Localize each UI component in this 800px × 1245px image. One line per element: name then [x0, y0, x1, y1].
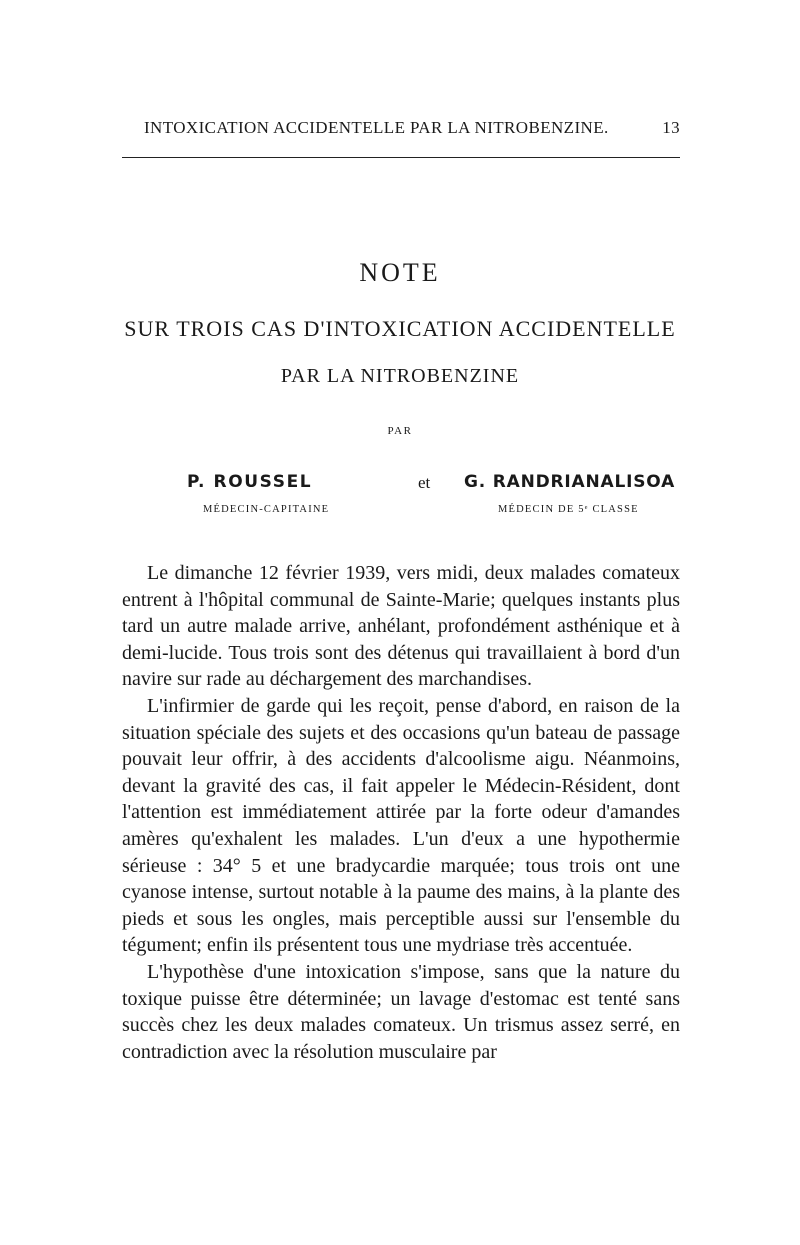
article-subtitle-line1: SUR TROIS CAS D'INTOXICATION ACCIDENTELLE — [124, 316, 676, 341]
running-head-title: INTOXICATION ACCIDENTELLE PAR LA NITROBENZINE. — [144, 118, 609, 137]
page-number: 13 — [662, 118, 680, 137]
author-rank-2: MÉDECIN DE 5ᵉ CLASSE — [498, 504, 639, 515]
article-subtitle-line2: PAR LA NITROBENZINE — [280, 365, 520, 387]
body-text — [122, 560, 680, 1065]
author-rank-1: MÉDECIN-CAPITAINE — [203, 504, 330, 515]
paragraph-1: Le dimanche 12 février 1939, vers midi, deux malades comateux entrent à l'hôpital communal de Sainte-Marie; quelques instants plus tard un autre malade arrive, anhélant, profondément asthénique et à demi-lucide. Tous trois sont des détenus qui travaillaient à bord d'un navire sur rade au déchargement des marchandises. — [122, 562, 680, 691]
article-heading: NOTE — [359, 258, 441, 287]
paragraph-2: L'infirmier de garde qui les reçoit, pense d'abord, en raison de la situation spéciale des sujets et des occasions qu'un bateau de passage pouvait leur offrir, à des accidents d'alcoolisme aigu. Néanmoins, devant la gravité des cas, il fait appeler le Médecin-Résident, dont l'attention est immédiatement attirée par la forte odeur d'amandes amères qu'exhalent les malades. L'un d'eux a une hypothermie sérieuse : 34° 5 et une bradycardie marquée; tous trois ont une cyanose intense, surtout notable à la paume des mains, à la plante des pieds et sous les ongles, mais perceptible aussi sur l'ensemble du tégument; enfin ils présentent tous une mydriase très accentuée. — [122, 694, 680, 957]
byline-par: PAR — [387, 425, 413, 437]
paragraph-3: L'hypothèse d'une intoxication s'impose, sans que la nature du toxique puisse être déterminée; un lavage d'estomac est tenté sans succès chez les deux malades comateux. Un trismus assez serré, en contradiction avec la résolution musculaire par — [122, 960, 680, 1063]
author-conjunction: et — [418, 473, 431, 492]
header-rule — [122, 157, 680, 158]
author-name-2: G. RANDRIANALISOA — [464, 472, 676, 492]
author-name-1: P. ROUSSEL — [187, 472, 313, 492]
